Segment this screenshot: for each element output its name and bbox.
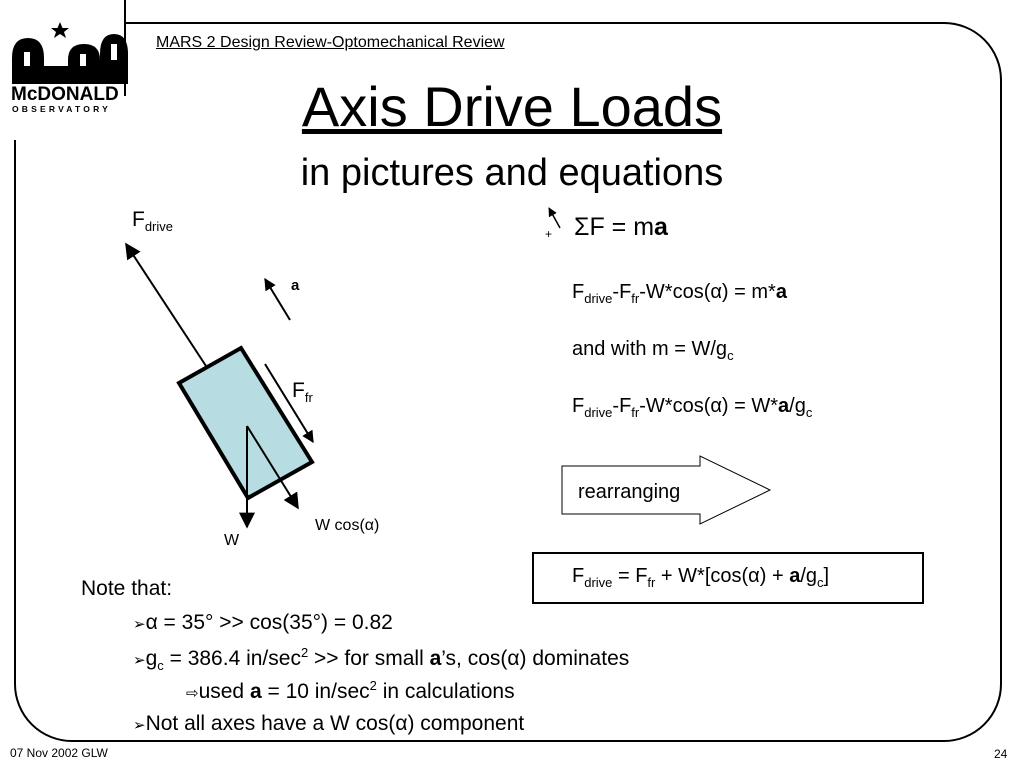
arrow-bullet-icon: ⇨ <box>186 685 199 702</box>
bullet-icon: ➢ <box>133 652 146 669</box>
mass-relation: and with $m = W/g_c$ <box>572 338 734 363</box>
note-item-2: $➢g_c = 386.4$ $in/\sec^2$ >> for small a’s, cos(α) dominates <box>133 645 630 674</box>
acceleration-arrow <box>265 279 290 320</box>
note-item-3: ⇨used a = 10 $in/\sec^2$ in calculations <box>186 678 515 703</box>
positive-direction-arrow <box>549 208 560 228</box>
footer-date: 07 Nov 2002 GLW <box>10 746 108 760</box>
logo-text-line1: McDONALD <box>11 84 119 105</box>
rearranging-label: rearranging <box>578 481 681 503</box>
result-equation: $F_{drive} = F_{fr} + W*[\cos(\alpha) + a/g_c]$ <box>572 565 830 590</box>
page-number: 24 <box>994 747 1008 761</box>
friction-label: $F_{fr}$ <box>292 379 313 406</box>
note-item-4: ➢Not all axes have a W cos(α) component <box>133 712 525 735</box>
slide-subtitle: in pictures and equations <box>300 152 724 194</box>
wcos-label: W cos(α) <box>315 517 380 534</box>
equation-1: $F_{drive}-F_{fr}-W*\cos(\alpha) = m*a$ <box>572 281 787 306</box>
presentation-title: MARS 2 Design Review-Optomechanical Review <box>156 34 505 51</box>
note-item-1: ➢α = 35° >> cos(35°) = 0.82 <box>133 611 393 634</box>
acceleration-label: a <box>291 277 300 294</box>
slide-title: Axis Drive Loads <box>301 75 723 138</box>
sum-forces-equation: ΣF = ma <box>574 213 668 241</box>
fdrive-label: $F_{drive}$ <box>132 208 174 235</box>
equation-2: $F_{drive}-F_{fr}-W*\cos(\alpha) = W*a/g_c$ <box>572 395 813 420</box>
notes-heading: Note that: <box>81 577 173 600</box>
bullet-icon: ➢ <box>133 717 146 734</box>
fdrive-arrow <box>126 244 206 366</box>
weight-label: W <box>224 532 240 549</box>
block-shape <box>179 348 312 498</box>
plus-sign: + <box>545 227 553 241</box>
logo-text-line2: OBSERVATORY <box>12 104 111 114</box>
bullet-icon: ➢ <box>133 616 146 633</box>
